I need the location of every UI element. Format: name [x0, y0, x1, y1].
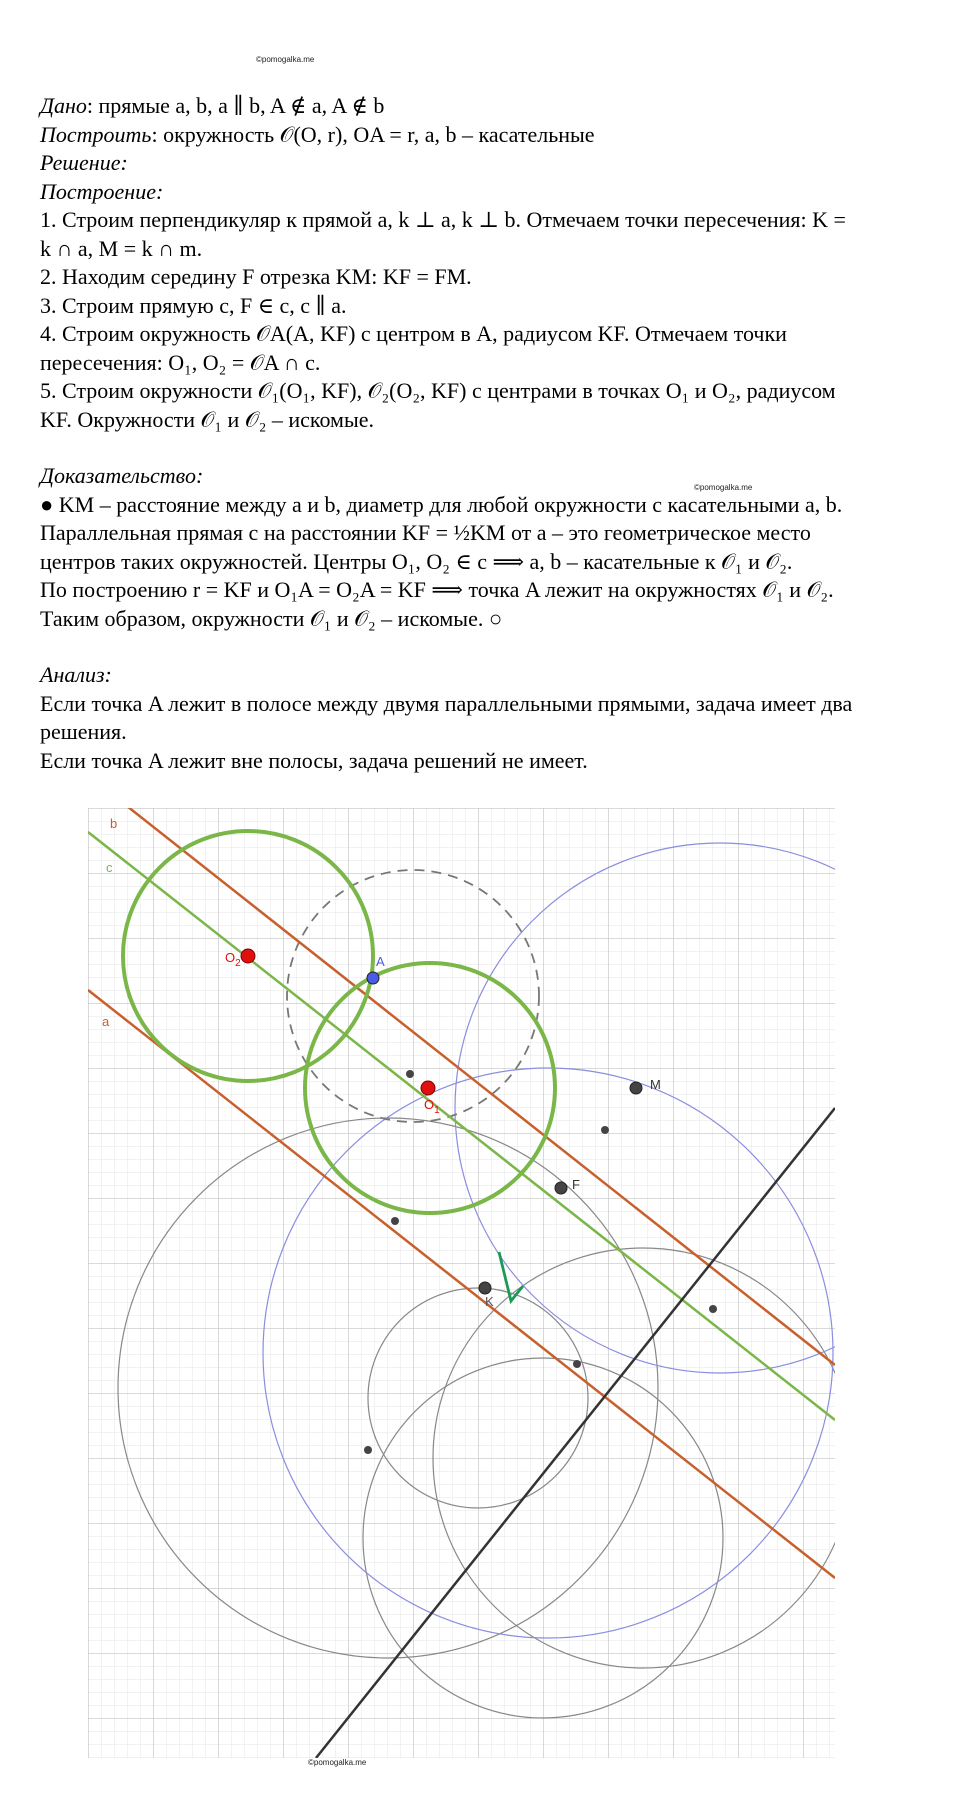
step-4: 4. Строим окружность 𝒪A(A, KF) с центром в A, радиусом KF. Отмечаем точки: [40, 321, 787, 346]
construction-figure: [88, 808, 835, 1758]
step-2: 2. Находим середину F отрезка KM: KF = FM.: [40, 264, 472, 289]
step-5-cont: KF. Окружности 𝒪₁ и 𝒪₂ – искомые.: [40, 406, 375, 432]
watermark-mid: ©pomogalka.me: [694, 483, 753, 492]
label-line-c: c: [106, 860, 113, 875]
label-point-F: F: [572, 1177, 580, 1192]
intersection-point: [573, 1360, 581, 1368]
construct-label: Построить: [40, 121, 152, 147]
analysis-line-1: Если точка A лежит в полосе между двумя параллельными прямыми, задача имеет два: [40, 690, 853, 716]
given-text: : прямые a, b, a ∥ b, A ∉ a, A ∉ b: [86, 93, 385, 118]
proof-line-1: ● KM – расстояние между a и b, диаметр для любой окружности с касательными a, b.: [40, 491, 843, 517]
analysis-line-1-cont: решения.: [40, 719, 127, 744]
label-O2-sub: 2: [235, 958, 241, 969]
intersection-point: [709, 1305, 717, 1313]
label-point-K: K: [485, 1294, 494, 1309]
proof-line-2: Параллельная прямая c на расстоянии KF = ½KM от a – это геометрическое место: [40, 520, 811, 545]
solution-text: [40, 92, 945, 775]
step-5: 5. Строим окружности 𝒪₁(O₁, KF), 𝒪₂(O₂, KF) с центрами в точках O₁ и O₂, радиусом: [40, 378, 836, 403]
label-point-M: M: [650, 1077, 661, 1092]
intersection-point: [364, 1446, 372, 1454]
solution-heading: Решение:: [40, 150, 128, 175]
step-4-cont: пересечения: O₁, O₂ = 𝒪A ∩ c.: [40, 349, 321, 375]
label-line-a: a: [102, 1014, 110, 1029]
analysis-heading: Анализ:: [40, 662, 112, 687]
analysis-line-2: Если точка A лежит вне полосы, задача решений не имеет.: [40, 747, 588, 773]
intersection-point: [406, 1070, 414, 1078]
watermark-bottom: ©pomogalka.me: [308, 1758, 367, 1767]
point-M: [630, 1082, 642, 1094]
point-A: [367, 972, 379, 984]
given-line: [40, 92, 945, 121]
label-line-b: b: [110, 816, 118, 831]
intersection-point: [391, 1217, 399, 1225]
point-F: [555, 1182, 567, 1194]
step-3: 3. Строим прямую c, F ∈ c, c ∥ a.: [40, 292, 347, 318]
step-1-cont: k ∩ a, M = k ∩ m.: [40, 235, 203, 261]
construct-line: [40, 121, 945, 150]
label-O1-letter: O: [424, 1097, 435, 1112]
given-label: Дано: [40, 93, 87, 118]
point-O2: [241, 949, 255, 963]
proof-line-5: Таким образом, окружности 𝒪₁ и 𝒪₂ – искомые. ○: [40, 605, 503, 631]
label-O2-letter: O: [225, 950, 236, 965]
proof-heading: Доказательство:: [40, 463, 204, 488]
step-1: 1. Строим перпендикуляр к прямой a, k ⊥ a, k ⊥ b. Отмечаем точки пересечения: K =: [40, 207, 846, 232]
point-O1: [421, 1081, 435, 1095]
proof-line-3: центров таких окружностей. Центры O₁, O₂ ∈ c ⟹ a, b – касательные к 𝒪₁ и 𝒪₂.: [40, 548, 793, 574]
watermark-top: ©pomogalka.me: [256, 55, 315, 64]
proof-line-4: По построению r = KF и O₁A = O₂A = KF ⟹ точка A лежит на окружностях 𝒪₁ и 𝒪₂.: [40, 577, 834, 602]
construct-text: : окружность 𝒪(O, r), OA = r, a, b – касательные: [151, 121, 595, 147]
label-point-A: A: [376, 954, 385, 969]
point-K: [479, 1282, 491, 1294]
construction-heading: Построение:: [40, 178, 164, 204]
label-O1-sub: 1: [434, 1105, 440, 1116]
intersection-point: [601, 1126, 609, 1134]
